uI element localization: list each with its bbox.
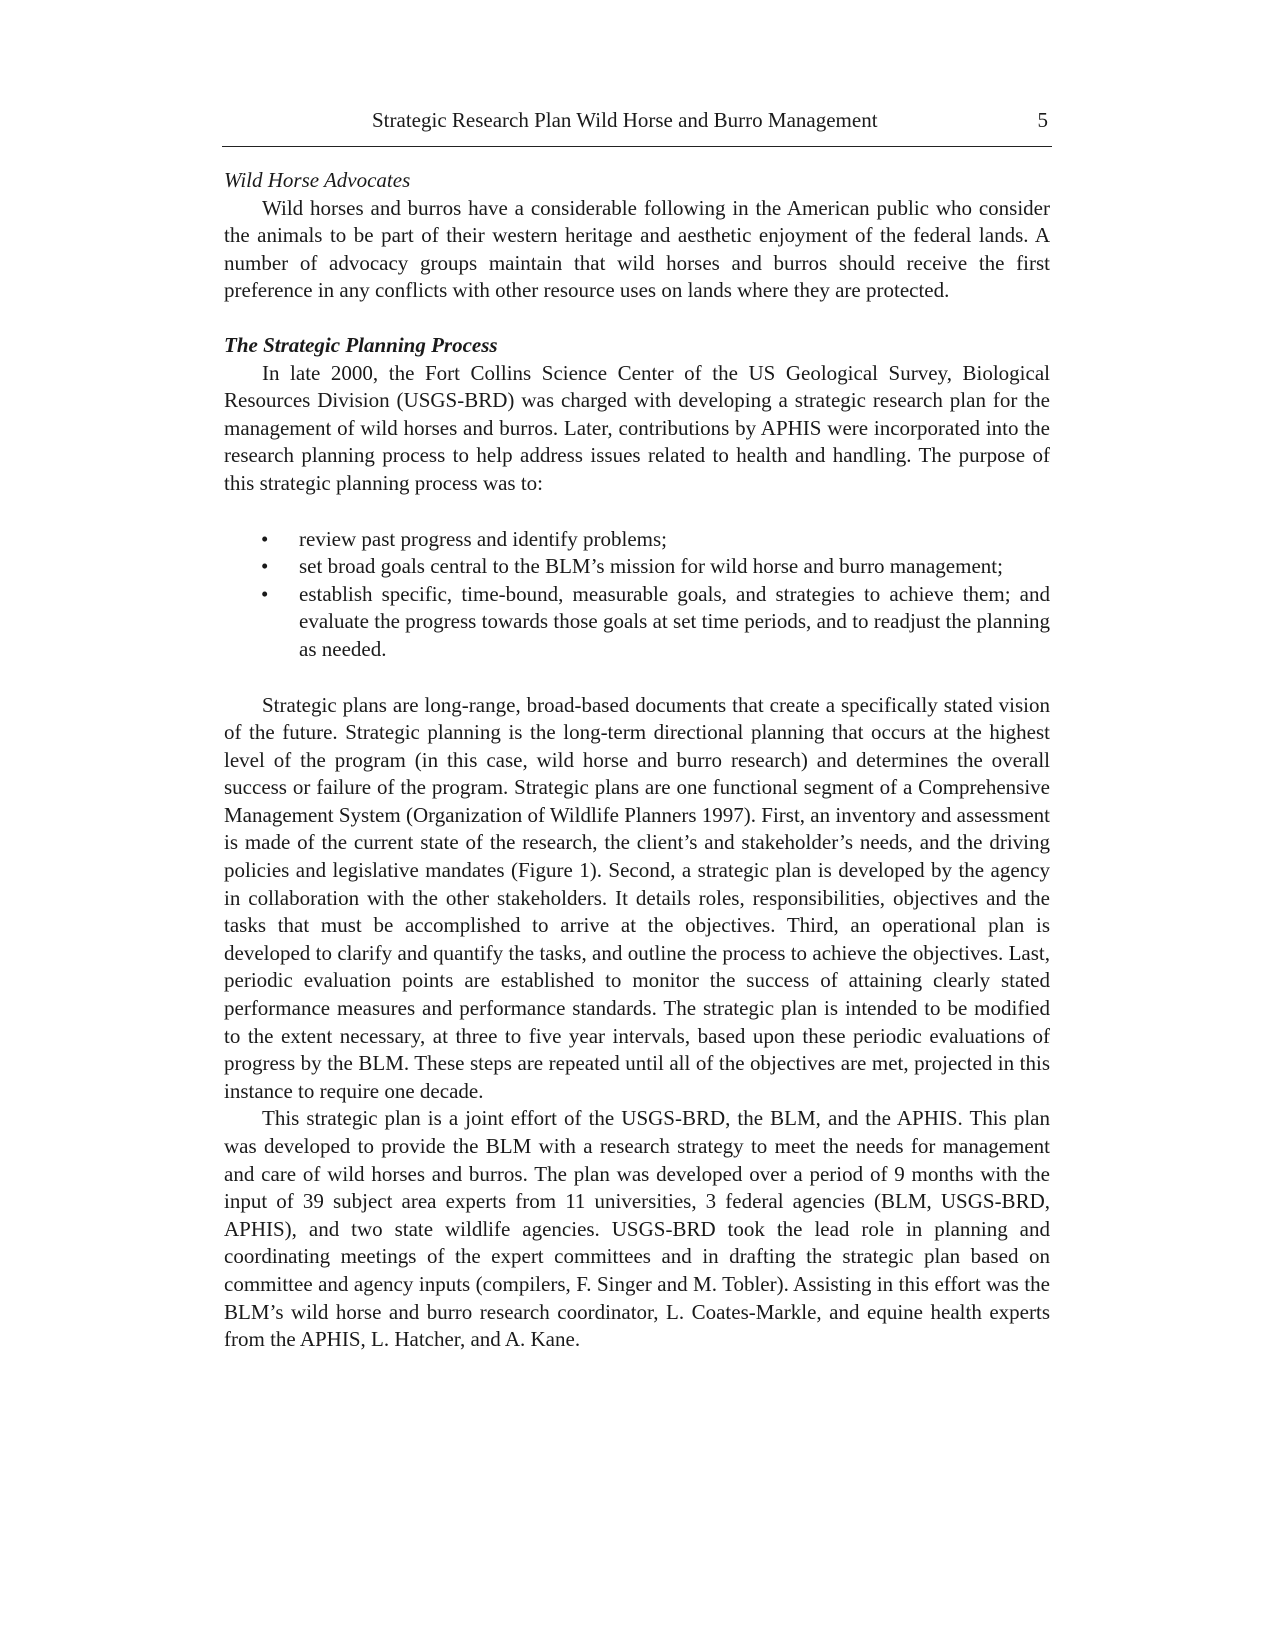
spacer xyxy=(224,498,1050,526)
page-number: 5 xyxy=(1037,108,1048,132)
section-heading-planning: The Strategic Planning Process xyxy=(224,332,498,357)
list-item-text: review past progress and identify problems; xyxy=(299,526,667,551)
list-item xyxy=(224,581,1050,664)
body-text xyxy=(224,167,1050,1354)
list-item xyxy=(224,526,1050,554)
list-item-text: establish specific, time-bound, measurable goals, and strategies to achieve them; and evaluate the progress towards those goals at set time periods, and to readjust the planning as needed. xyxy=(299,581,1050,661)
list-item-text: set broad goals central to the BLM’s mission for wild horse and burro management; xyxy=(299,554,1003,579)
planning-intro-paragraph: In late 2000, the Fort Collins Science Center of the US Geological Survey, Biological Resources Division (USGS-BRD) was charged with developing a strategic research plan for the management of wild horses and burros. Later, contributions by APHIS were incorporated into the research planning process to help address issues related to health and handling. The purpose of this strategic planning process was to: xyxy=(224,360,1050,495)
bullet-icon: • xyxy=(261,526,269,551)
bullet-icon: • xyxy=(261,581,269,606)
purpose-bullet-list xyxy=(224,526,1050,664)
advocates-paragraph: Wild horses and burros have a considerable following in the American public who consider the animals to be part of their western heritage and aesthetic enjoyment of the federal lands. A number of advocacy groups maintain that wild horses and burros should receive the first preference in any conflicts with other resource uses on lands where they are protected. xyxy=(224,195,1050,303)
list-item xyxy=(224,553,1050,581)
bullet-icon: • xyxy=(261,554,269,579)
joint-effort-paragraph: This strategic plan is a joint effort of the USGS-BRD, the BLM, and the APHIS. This plan was developed to provide the BLM with a research strategy to meet the needs for management and care of wild horses and burros. The plan was developed over a period of 9 months with the input of 39 subject area experts from 11 universities, 3 federal agencies (BLM, USGS-BRD, APHIS), and two state wildlife agencies. USGS-BRD took the lead role in planning and coordinating meetings of the expert committees and in drafting the strategic plan based on committee and agency inputs (compilers, F. Singer and M. Tobler). Assisting in this effort was the BLM’s wild horse and burro research coordinator, L. Coates-Markle, and equine health experts from the APHIS, L. Hatcher, and A. Kane. xyxy=(224,1106,1050,1352)
spacer xyxy=(224,305,1050,332)
strategic-plans-paragraph: Strategic plans are long-range, broad-based documents that create a specifically stated vision of the future. Strategic planning is the long-term directional planning that occurs at the highest level of the program (in this case, wild horse and burro research) and determines the overall success or failure of the program. Strategic plans are one functional segment of a Comprehensive Management System (Organization of Wildlife Planners 1997). First, an inventory and assessment is made of the current state of the research, the client’s and stakeholder’s needs, and the driving policies and legislative mandates (Figure 1). Second, a strategic plan is developed by the agency in collaboration with the other stakeholders. It details roles, responsibilities, objectives and the tasks that must be accomplished to arrive at the objectives. Third, an operational plan is developed to clarify and quantify the tasks, and outline the process to achieve the objectives. Last, periodic evaluation points are established to monitor the success of attaining clearly stated performance measures and performance standards. The strategic plan is intended to be modified to the extent necessary, at three to five year intervals, based upon these periodic evaluations of progress by the BLM. These steps are repeated until all of the objectives are met, projected in this instance to require one decade. xyxy=(224,692,1050,1103)
header-title: Strategic Research Plan Wild Horse and Burro Management xyxy=(372,108,878,132)
running-header xyxy=(222,106,1052,147)
spacer xyxy=(224,664,1050,692)
section-heading-advocates: Wild Horse Advocates xyxy=(224,168,411,192)
